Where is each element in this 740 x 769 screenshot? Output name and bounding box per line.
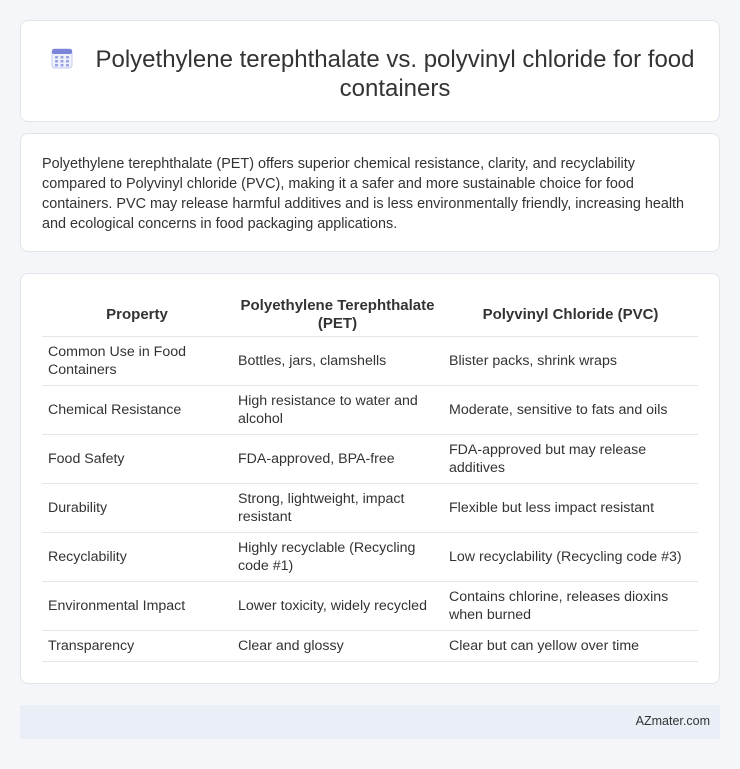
cell-property: Chemical Resistance — [42, 385, 232, 434]
header-property: Property — [106, 305, 168, 323]
table-header-row — [42, 294, 698, 336]
cell-pet: Lower toxicity, widely recycled — [232, 581, 443, 630]
table-row — [42, 630, 698, 661]
cell-pet: Highly recyclable (Recycling code #1) — [232, 532, 443, 581]
cell-pvc: FDA-approved but may release additives — [443, 434, 698, 483]
cell-property: Environmental Impact — [42, 581, 232, 630]
table-row — [42, 581, 698, 630]
page-title: Polyethylene terephthalate vs. polyvinyl chloride for food containers — [95, 46, 695, 102]
summary-card — [20, 133, 720, 252]
table-row — [42, 336, 698, 385]
footer-brand: AZmater.com — [635, 714, 710, 728]
cell-property: Recyclability — [42, 532, 232, 581]
table-row — [42, 385, 698, 434]
footer-bar — [20, 705, 720, 739]
calendar-grid-icon — [51, 47, 73, 69]
header-pet: Polyethylene Terephthalate (PET) — [240, 296, 435, 332]
cell-pvc: Clear but can yellow over time — [443, 630, 698, 661]
cell-pvc: Contains chlorine, releases dioxins when burned — [443, 581, 698, 630]
summary-paragraph: Polyethylene terephthalate (PET) offers superior chemical resistance, clarity, and recyclability compared to Polyvinyl chloride (PVC), making it a safer and more sustainable choice for food containers. PVC may release harmful additives and is less environmentally friendly, increasing health and ecological concerns in food packaging applications. — [42, 156, 685, 232]
header-pvc: Polyvinyl Chloride (PVC) — [482, 305, 659, 323]
comparison-table-card — [20, 273, 720, 684]
cell-pet: Clear and glossy — [232, 630, 443, 661]
cell-pet: Strong, lightweight, impact resistant — [232, 483, 443, 532]
title-card — [20, 20, 720, 122]
table-row — [42, 434, 698, 483]
table-row — [42, 483, 698, 532]
cell-pvc: Moderate, sensitive to fats and oils — [443, 385, 698, 434]
table-row — [42, 532, 698, 581]
cell-property: Durability — [42, 483, 232, 532]
cell-pvc: Blister packs, shrink wraps — [443, 336, 698, 385]
cell-pet: High resistance to water and alcohol — [232, 385, 443, 434]
cell-pvc: Flexible but less impact resistant — [443, 483, 698, 532]
cell-property: Common Use in Food Containers — [42, 336, 232, 385]
cell-pet: FDA-approved, BPA-free — [232, 434, 443, 483]
cell-property: Food Safety — [42, 434, 232, 483]
cell-pet: Bottles, jars, clamshells — [232, 336, 443, 385]
comparison-table — [42, 294, 698, 662]
cell-pvc: Low recyclability (Recycling code #3) — [443, 532, 698, 581]
cell-property: Transparency — [42, 630, 232, 661]
